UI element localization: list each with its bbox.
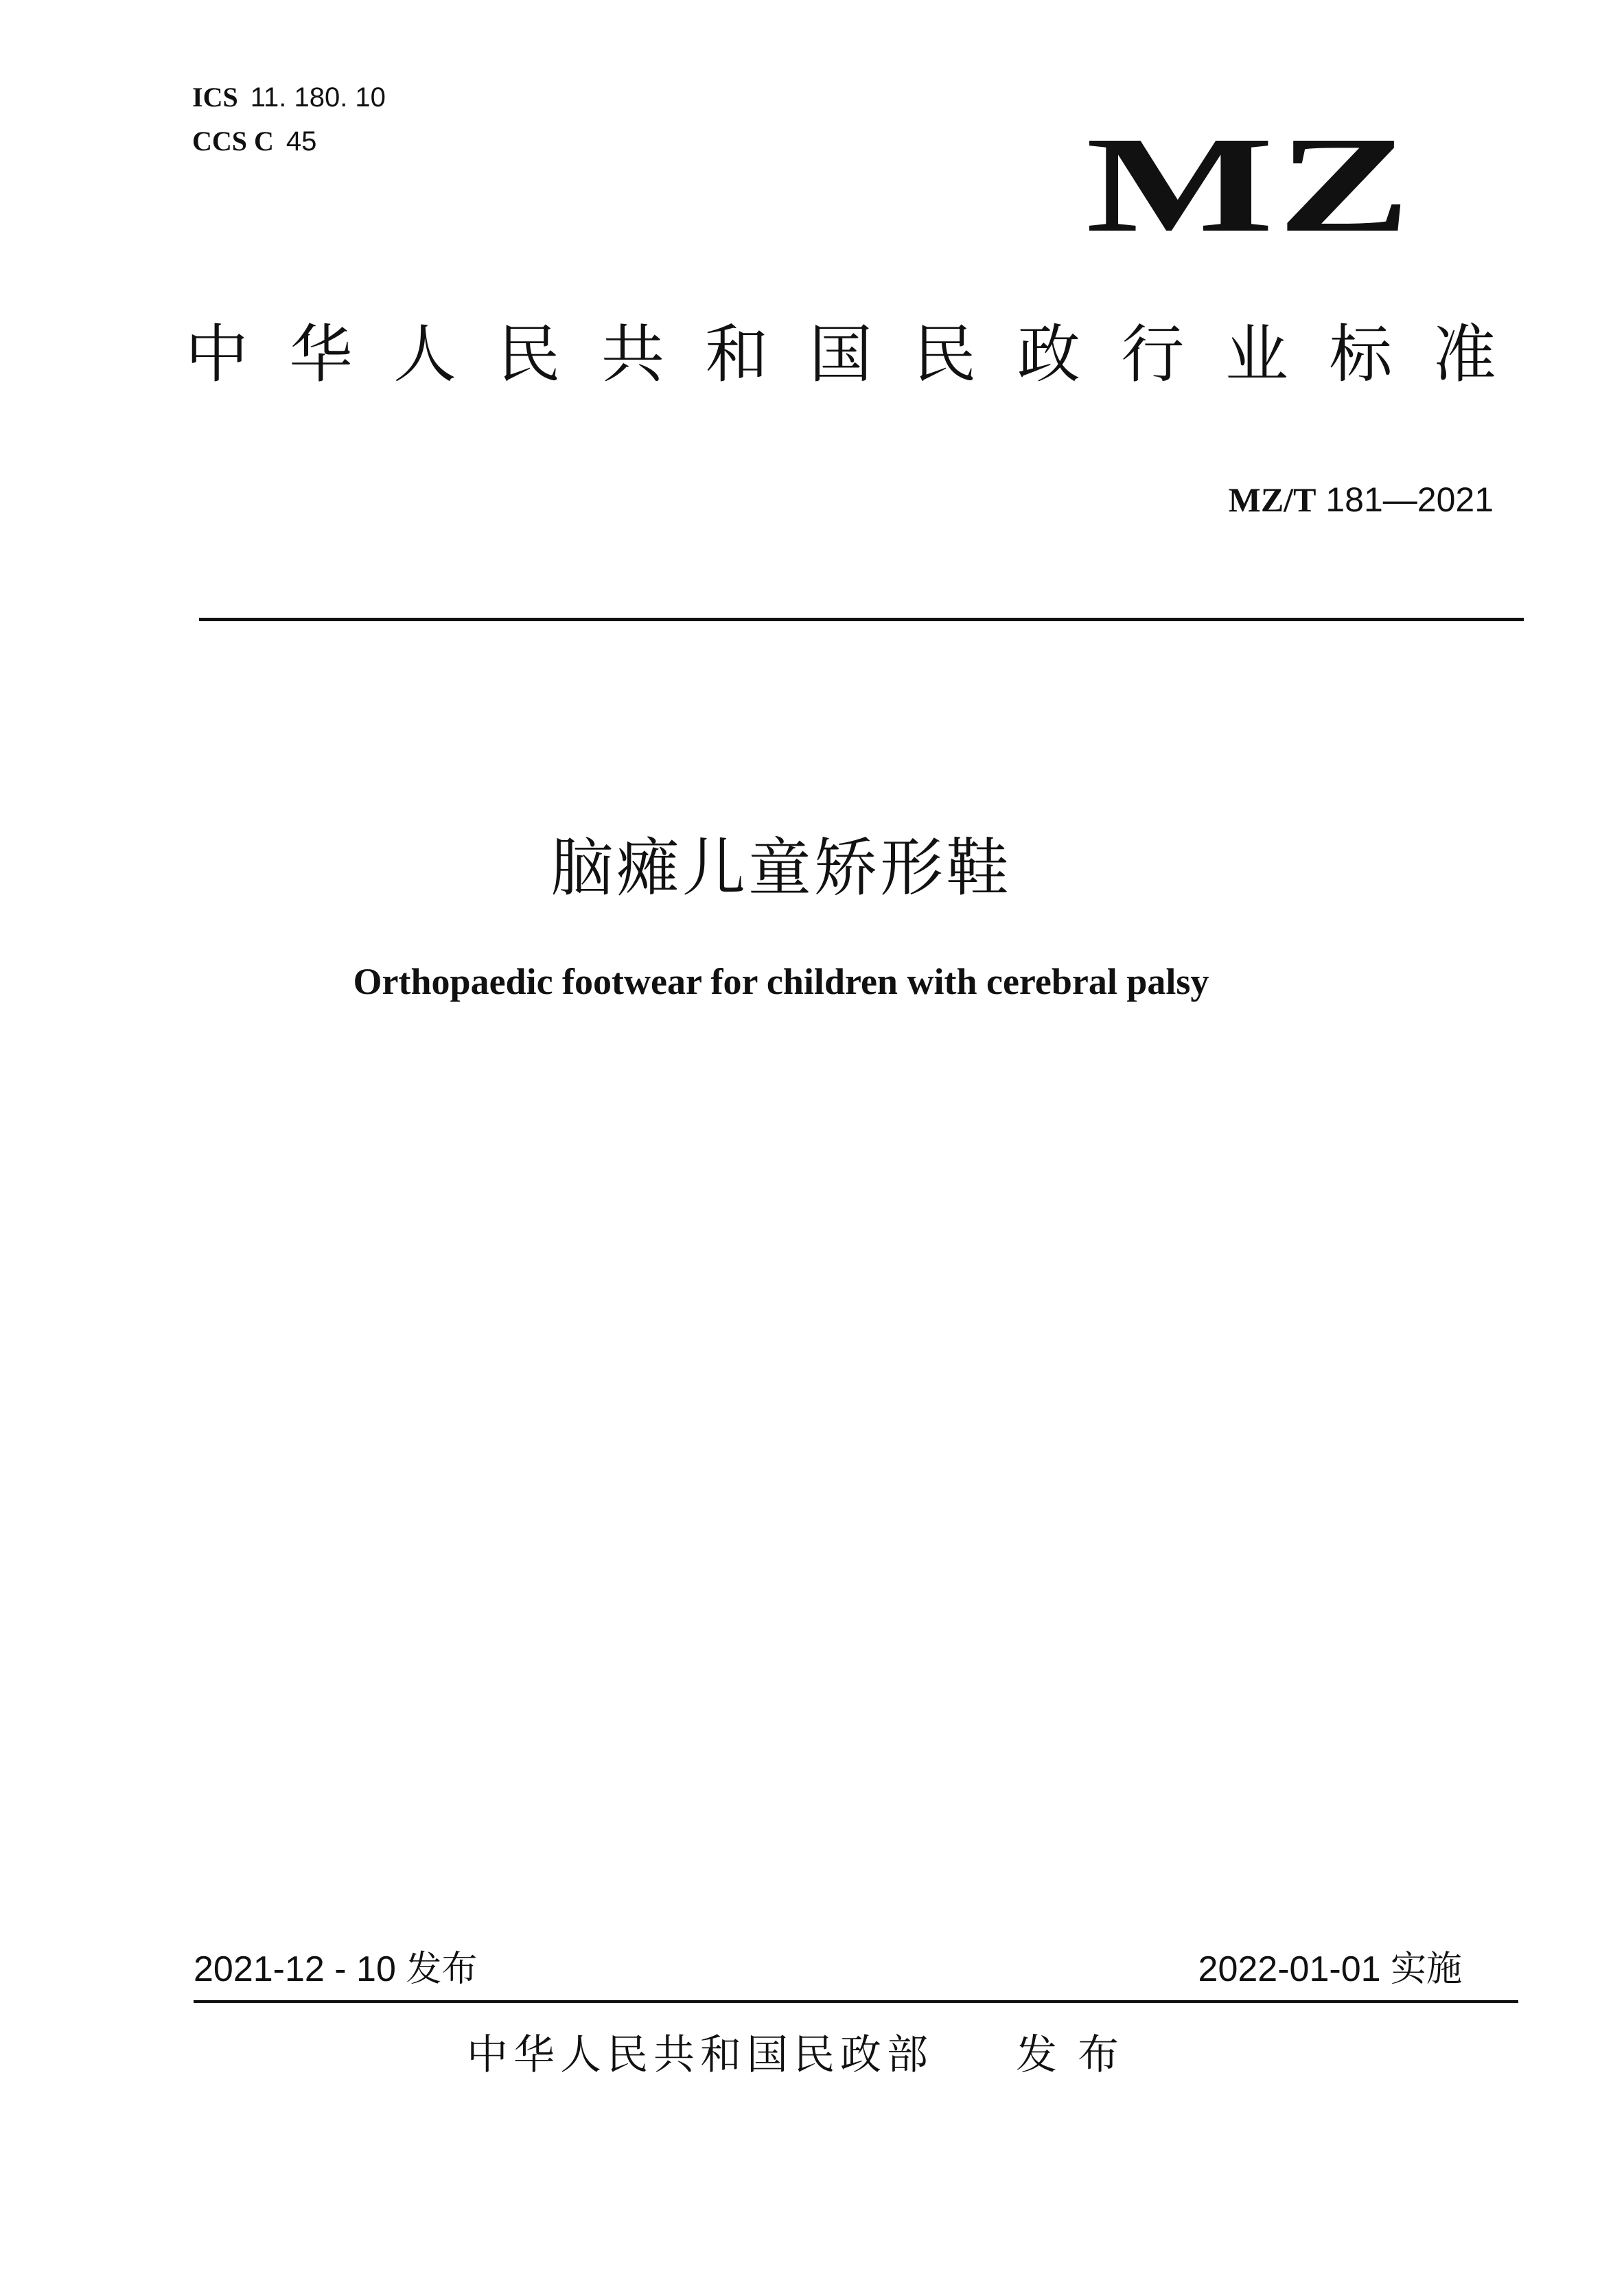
ccs-value: 45 [286, 126, 317, 156]
issue-date: 2021-12 - 10 发布 [194, 1949, 478, 1989]
category-char: 国 [809, 318, 872, 391]
standard-number-prefix: MZ/T [1228, 480, 1316, 519]
category-char: 中 [185, 318, 249, 391]
title-chinese: 脑瘫儿童矫形鞋 [550, 831, 1012, 905]
ccs-code [192, 125, 316, 158]
category-char: 民 [913, 318, 977, 391]
category-char: 人 [393, 318, 456, 391]
category-char: 华 [289, 318, 353, 391]
category-char: 政 [1017, 318, 1080, 391]
publisher-line [467, 2029, 1139, 2081]
ics-value: 11. 180. 10 [250, 82, 386, 113]
ics-code [192, 81, 386, 114]
mz-logo: MZ [1086, 109, 1415, 261]
standard-number-value: 181—2021 [1325, 480, 1494, 519]
category-char: 民 [497, 318, 561, 391]
implementation-date: 2022-01-01 实施 [1198, 1949, 1462, 1989]
category-char: 共 [601, 318, 664, 391]
standard-number [1229, 479, 1494, 520]
category-char: 准 [1432, 318, 1496, 391]
category-char: 业 [1225, 318, 1288, 391]
standard-category-heading [185, 317, 1496, 393]
ics-label: ICS [192, 82, 238, 113]
category-char: 和 [705, 318, 769, 391]
title-english: Orthopaedic footwear for children with cerebral palsy [353, 961, 1209, 1002]
top-divider [199, 618, 1524, 621]
category-char: 行 [1121, 318, 1185, 391]
ccs-label: CCS C [192, 126, 274, 156]
publisher-action: 发布 [1016, 2031, 1139, 2079]
publisher-name: 中华人民共和国民政部 [467, 2031, 933, 2079]
category-char: 标 [1329, 318, 1393, 391]
bottom-divider [194, 2000, 1518, 2003]
